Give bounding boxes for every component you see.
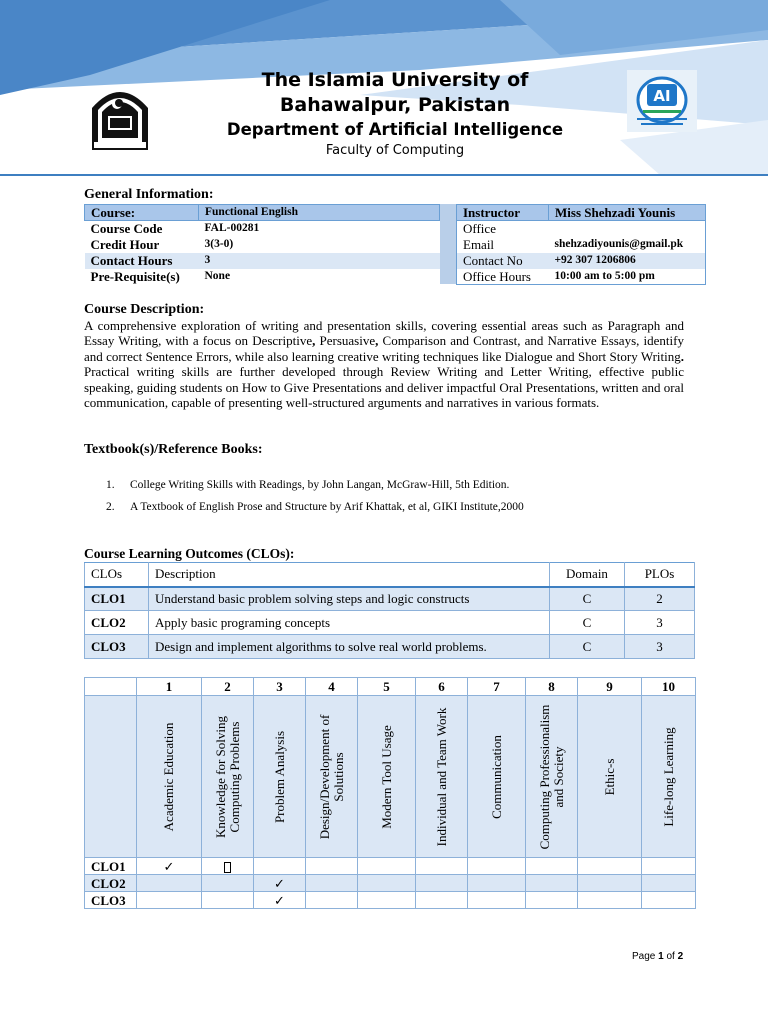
mapping-cell <box>202 875 254 892</box>
plo-number: 6 <box>416 678 468 696</box>
list-number: 1. <box>106 479 115 491</box>
corner-cell <box>85 696 137 858</box>
description-part: A comprehensive exploration of writing and presentation skills, covering essential areas such as Paragraph and Essay Writing, with a focus on Descriptive <box>84 318 684 349</box>
credit-hour-value: 3(3-0) <box>199 237 440 253</box>
table-row <box>85 611 695 635</box>
table-row <box>85 875 696 892</box>
plo-number: 3 <box>254 678 306 696</box>
course-info-row <box>85 269 440 285</box>
contact-hours-label: Contact Hours <box>85 253 199 269</box>
university-logo <box>84 80 156 150</box>
plo-label: Ethic-s <box>601 758 617 795</box>
mapping-cell <box>468 858 526 875</box>
department-name: Department of Artificial Intelligence <box>226 120 564 139</box>
clo-id: CLO3 <box>85 892 137 909</box>
contact-hours-value: 3 <box>199 253 440 269</box>
course-info-row <box>85 237 440 253</box>
plo-number: 8 <box>526 678 578 696</box>
mapping-cell <box>358 892 416 909</box>
plo-label: Life-long Learning <box>660 726 676 827</box>
clo-id: CLO3 <box>85 635 149 659</box>
plo-number: 9 <box>578 678 642 696</box>
column-header: Domain <box>550 563 625 587</box>
mapping-cell <box>416 875 468 892</box>
plo-number: 1 <box>137 678 202 696</box>
plo-label: Communication <box>488 734 504 819</box>
column-header: PLOs <box>625 563 695 587</box>
plo-number: 5 <box>358 678 416 696</box>
plo-label: Knowledge for Solving Computing Problems <box>212 715 242 838</box>
general-info-title: General Information: <box>84 187 214 202</box>
check-icon: ✓ <box>254 875 306 892</box>
mapping-cell <box>358 858 416 875</box>
page-of: of <box>663 951 678 962</box>
mapping-cell <box>642 875 696 892</box>
mapping-cell <box>306 892 358 909</box>
mapping-cell <box>306 858 358 875</box>
faculty-name: Faculty of Computing <box>325 143 465 158</box>
clo-id: CLO2 <box>85 875 137 892</box>
instructor-value: Miss Shehzadi Younis <box>549 205 706 221</box>
header-title-block <box>190 68 600 161</box>
clo-domain: C <box>550 635 625 659</box>
course-code-label: Course Code <box>85 221 199 237</box>
instructor-info-row <box>457 237 706 253</box>
course-info-row <box>85 221 440 237</box>
instructor-info-row <box>457 205 706 221</box>
mapping-cell <box>202 892 254 909</box>
table-row <box>85 858 696 875</box>
mapping-cell <box>526 892 578 909</box>
contact-no-label: Contact No <box>457 253 549 269</box>
email-label: Email <box>463 236 495 252</box>
clo-description: Understand basic problem solving steps and logic constructs <box>149 587 550 611</box>
clo-table <box>84 562 695 659</box>
column-header: CLOs <box>85 563 149 587</box>
instructor-info-row <box>457 253 706 269</box>
description-part: Practical writing skills are further developed through Review Writing and Letter Writing, effective public speaking, guiding students on How to Give Presentations and deliver impactful Oral Presentations, written and oral communication, capable of presenting well-structured arguments and narratives in various formats. <box>84 364 684 411</box>
university-name-line1: The Islamia University of <box>261 69 529 91</box>
mapping-cell <box>358 875 416 892</box>
clo-plo: 3 <box>625 635 695 659</box>
plo-label: Individual and Team Work <box>433 707 449 846</box>
course-info-table <box>84 204 440 285</box>
ai-department-logo <box>627 70 697 132</box>
header-rule <box>0 174 768 176</box>
mapping-cell <box>137 892 202 909</box>
table-row <box>85 587 695 611</box>
info-table-divider <box>440 204 456 284</box>
course-description-text: A comprehensive exploration of writing and presentation skills, covering essential areas such as Paragraph and Essay Writing, with a focus on Descriptive, Persuasive, Comparison and Contrast, and Narrative Essays, identify and correct Sentence Errors, while also learning creative writing techniques like Dialogue and Short Story Writing. Practical writing skills are further developed through Review Writing and Letter Writing, effective public speaking, guiding students on How to Give Presentations and deliver impactful Oral Presentations, written and oral communication, capable of presenting well-structured arguments and narratives in various formats. <box>84 318 684 411</box>
table-header-row <box>85 563 695 587</box>
mapping-cell <box>526 858 578 875</box>
plo-number: 10 <box>642 678 696 696</box>
course-code-value: FAL-00281 <box>199 221 440 237</box>
page-number <box>632 951 683 962</box>
mapping-cell <box>642 858 696 875</box>
mapping-cell <box>578 892 642 909</box>
list-item <box>106 500 524 522</box>
clo-plo: 2 <box>625 587 695 611</box>
clos-title: Course Learning Outcomes (CLOs): <box>84 546 295 561</box>
plo-number-row <box>85 678 696 696</box>
clo-domain: C <box>550 611 625 635</box>
clo-plo: 3 <box>625 611 695 635</box>
contact-no-value: +92 307 1206806 <box>549 253 706 269</box>
instructor-info-row <box>457 221 706 237</box>
mapping-cell <box>416 858 468 875</box>
plo-number: 7 <box>468 678 526 696</box>
plo-label: Problem Analysis <box>271 730 287 823</box>
course-value: Functional English <box>199 205 440 221</box>
list-number: 2. <box>106 501 115 513</box>
plo-number: 4 <box>306 678 358 696</box>
mapping-cell <box>642 892 696 909</box>
checkbox-icon <box>202 858 254 875</box>
course-info-row <box>85 205 440 221</box>
book-title: A Textbook of English Prose and Structure by Arif Khattak, et al, GIKI Institute,2000 <box>130 501 524 513</box>
clo-domain: C <box>550 587 625 611</box>
mapping-cell <box>578 875 642 892</box>
mapping-cell <box>526 875 578 892</box>
mapping-cell <box>306 875 358 892</box>
mapping-cell <box>468 892 526 909</box>
clo-id: CLO1 <box>85 858 137 875</box>
course-description-title: Course Description: <box>84 302 205 317</box>
office-value <box>549 221 706 237</box>
svg-text:AI: AI <box>653 87 671 105</box>
column-header: Description <box>149 563 550 587</box>
clo-description: Design and implement algorithms to solve real world problems. <box>149 635 550 659</box>
plo-number: 2 <box>202 678 254 696</box>
office-hours-value: 10:00 am to 5:00 pm <box>554 269 655 282</box>
mapping-cell <box>578 858 642 875</box>
list-item <box>106 478 524 500</box>
mapping-cell <box>137 875 202 892</box>
clo-description: Apply basic programing concepts <box>149 611 550 635</box>
textbook-list <box>106 478 524 522</box>
prerequisite-value: None <box>199 269 440 285</box>
course-info-row <box>85 253 440 269</box>
clo-id: CLO2 <box>85 611 149 635</box>
table-row <box>85 635 695 659</box>
mapping-cell <box>254 858 306 875</box>
mapping-cell <box>468 875 526 892</box>
textbooks-title: Textbook(s)/Reference Books: <box>84 442 263 457</box>
clo-id: CLO1 <box>85 587 149 611</box>
office-label: Office <box>463 221 496 236</box>
table-row <box>85 892 696 909</box>
instructor-info-table <box>456 204 706 285</box>
page-total: 2 <box>677 951 684 962</box>
instructor-info-row <box>457 269 706 285</box>
mapping-cell <box>416 892 468 909</box>
description-part: Comparison and Contrast, and Narrative Essays, identify and correct Sentence Errors, while also learning creative writing techniques like Dialogue and Short Story Writing <box>84 333 684 364</box>
check-icon: ✓ <box>254 892 306 909</box>
corner-cell <box>85 678 137 696</box>
credit-hour-label: Credit Hour <box>85 237 199 253</box>
plo-label: Modern Tool Usage <box>378 724 394 829</box>
prerequisite-label: Pre-Requisite(s) <box>85 269 199 285</box>
university-name-line2: Bahawalpur, Pakistan <box>279 94 511 116</box>
page-prefix: Page <box>632 951 659 962</box>
email-value[interactable]: shehzadiyounis@gmail.pk <box>554 237 684 250</box>
page-current: 1 <box>658 951 664 962</box>
plo-label: Academic Education <box>161 722 176 831</box>
plo-label-row <box>85 696 696 858</box>
office-hours-label: Office Hours <box>463 268 531 284</box>
plo-label: Design/Development of Solutions <box>316 714 346 839</box>
clo-plo-matrix <box>84 677 696 909</box>
check-icon: ✓ <box>137 858 202 875</box>
description-part: Persuasive <box>315 333 376 349</box>
plo-label: Computing Professionalism and Society <box>536 704 566 849</box>
book-title: College Writing Skills with Readings, by John Langan, McGraw-Hill, 5th Edition. <box>130 479 510 491</box>
instructor-label: Instructor <box>457 205 549 221</box>
course-label: Course: <box>85 205 199 221</box>
